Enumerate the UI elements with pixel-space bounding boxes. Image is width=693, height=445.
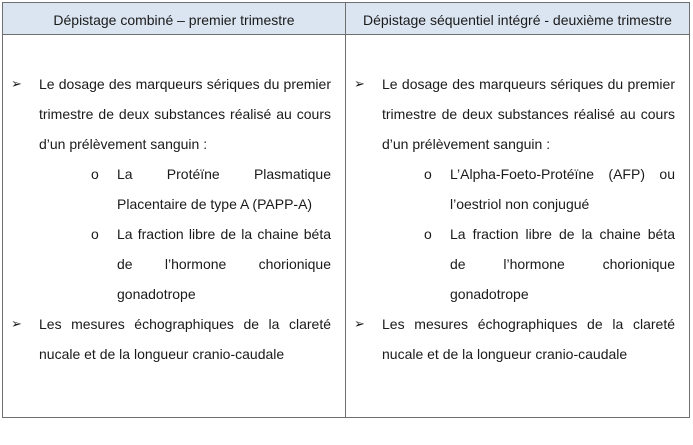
arrow-bullet-icon: ➢ [354,316,365,331]
sub-list-item [91,219,331,309]
header-combined: Dépistage combiné – premier trimestre [3,3,346,35]
circle-bullet-icon: o [91,226,99,242]
sub-list-item-text: La fraction libre de la chaine béta de l’hormone chorionique gonadotrope [117,226,331,302]
list-item [11,309,331,369]
arrow-bullet-icon: ➢ [11,76,22,91]
screening-table [2,2,690,418]
sub-list-item-text: La fraction libre de la chaine béta de l’hormone chorionique gonadotrope [450,226,675,302]
circle-bullet-icon: o [424,166,432,182]
list-item-text: Les mesures échographiques de la clareté nucale et de la longueur cranio-caudale [382,316,675,362]
arrow-bullet-icon: ➢ [354,76,365,91]
sub-list-item [424,219,675,309]
list-item-text: Les mesures échographiques de la clareté nucale et de la longueur cranio-caudale [39,316,331,362]
list-item [354,309,675,369]
list-item-text: Le dosage des marqueurs sériques du premier trimestre de deux substances réalisé au cours d’un prélèvement sanguin : [382,76,675,152]
header-row [3,3,690,35]
list-item [354,69,675,159]
list-item-text: Le dosage des marqueurs sériques du premier trimestre de deux substances réalisé au cours d’un prélèvement sanguin : [39,76,331,152]
arrow-bullet-icon: ➢ [11,316,22,331]
content-row [3,35,690,418]
list-item [11,69,331,159]
sub-list-item-text: L’Alpha-Foeto-Protéïne (AFP) ou l’oestriol non conjugué [450,166,675,212]
sub-list-item [91,159,331,219]
sub-list-item-text: La Protéïne Plasmatique Placentaire de type A (PAPP-A) [117,166,331,212]
cell-combined [3,35,346,418]
cell-sequential [346,35,690,418]
header-sequential: Dépistage séquentiel intégré - deuxième trimestre [346,3,690,35]
circle-bullet-icon: o [91,166,99,182]
sub-list-item [424,159,675,219]
circle-bullet-icon: o [424,226,432,242]
